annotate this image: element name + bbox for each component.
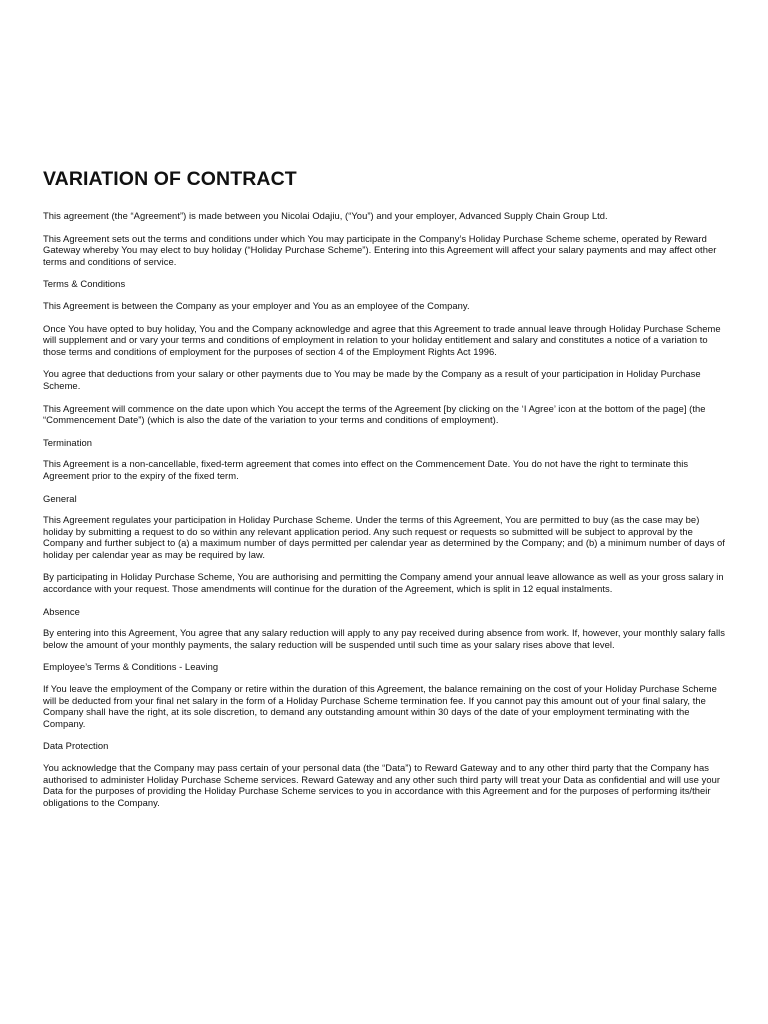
termination-paragraph: This Agreement is a non-cancellable, fixed-term agreement that comes into effect on the Commencement Date. You do not have the right to terminate this Agreement prior to the expiry of the fixed term. [43, 458, 689, 481]
terms-paragraph: This Agreement will commence on the date upon which You accept the terms of the Agreement [by clicking on the ‘I Agree’ icon at the bottom of the page] (the “Commencement Date”) (which is also the date of the variation to your terms and conditions of employment). [43, 402, 706, 426]
section-heading-general: General [43, 492, 77, 504]
leaving-paragraph: If You leave the employment of the Company or retire within the duration of this Agreement, the balance remaining on the cost of your Holiday Purchase Scheme will be deducted from your final net salary in the form of a Holiday Purchase Scheme termination fee. If you cannot pay this amount out of your final salary, the Company shall have the right, at its sole discretion, to demand any outstanding amount within 30 days of the date of your employment terminating with the Company. [43, 683, 717, 729]
terms-paragraph: This Agreement is between the Company as your employer and You as an employee of the Company. [43, 299, 470, 311]
section-heading-terms: Terms & Conditions [43, 278, 126, 290]
data-protection-paragraph: You acknowledge that the Company may pass certain of your personal data (the “Data”) to Reward Gateway and to any other third party that the Company has authorised to administer Holiday Purchase Scheme services. Reward Gateway and any other such third party will treat your Data as confidential and will use your Data for the purposes of providing the Holiday Purchase Scheme services to you in accordance with this Agreement and for the purposes of performing its/their obligations to the Company. [43, 762, 721, 808]
intro-paragraph-2: This Agreement sets out the terms and conditions under which You may participate in the Company’s Holiday Purchase Scheme scheme, operated by Reward Gateway whereby You may elect to buy holiday (“Holiday Purchase Scheme”). Entering into this Agreement will affect your salary payments and may affect other terms and conditions of service. [43, 232, 717, 267]
general-paragraph: This Agreement regulates your participation in Holiday Purchase Scheme. Under the terms of this Agreement, You are permitted to buy (as the case may be) holiday by submitting a request to do so within any relevant application period. Any such request or requests so submitted will be subject to approval by the Company and further subject to (a) a maximum number of days permitted per calendar year as determined by the Company; and (b) a minimum number of days of holiday per calendar year as may be required by law. [43, 514, 725, 560]
general-paragraph: By participating in Holiday Purchase Scheme, You are authorising and permitting the Company amend your annual leave allowance as well as your gross salary in accordance with your request. Those amendments will continue for the duration of the Agreement, which is split in 12 equal instalments. [43, 571, 724, 595]
document-title: VARIATION OF CONTRACT [43, 168, 297, 190]
section-heading-leaving: Employee’s Terms & Conditions - Leaving [43, 661, 219, 673]
document-page [43, 166, 725, 819]
absence-paragraph: By entering into this Agreement, You agree that any salary reduction will apply to any pay received during absence from work. If, however, your monthly salary falls below the amount of your monthly payments, the salary reduction will be suspended until such time as your salary rises above that level. [43, 627, 725, 650]
section-heading-data-protection: Data Protection [43, 740, 109, 752]
intro-paragraph-1: This agreement (the “Agreement”) is made between you Nicolai Odajiu, (“You”) and your employer, Advanced Supply Chain Group Ltd. [43, 210, 608, 221]
section-heading-absence: Absence [43, 605, 80, 617]
terms-paragraph: You agree that deductions from your salary or other payments due to You may be made by the Company as a result of your participation in Holiday Purchase Scheme. [43, 368, 701, 391]
terms-paragraph: Once You have opted to buy holiday, You and the Company acknowledge and agree that this Agreement to trade annual leave through Holiday Purchase Scheme will supplement and or vary your terms and conditions of employment in relation to your holiday entitlement and salary and constitutes a notice of a variation to those terms and conditions of employment for the purposes of section 4 of the Employment Rights Act 1996. [43, 322, 721, 357]
section-heading-termination: Termination [43, 436, 93, 448]
